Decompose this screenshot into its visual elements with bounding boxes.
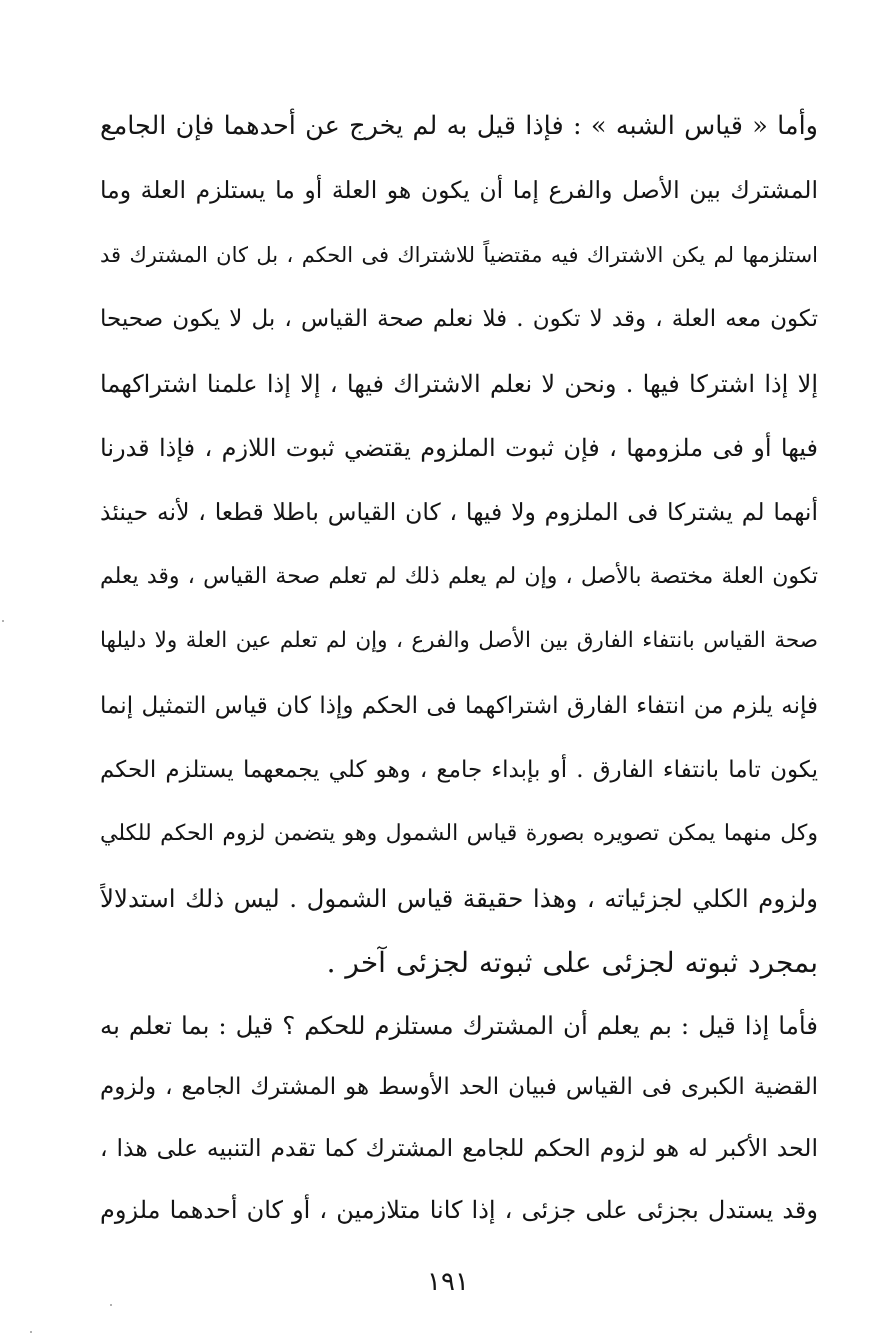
- text-line: فإنه يلزم من انتفاء الفارق اشتراكهما فى الحكم وإذا كان قياس التمثيل إنما: [100, 692, 818, 719]
- text-line: فأما إذا قيل : بم يعلم أن المشترك مستلزم للحكم ؟ قيل : بما تعلم به: [100, 1011, 818, 1040]
- text-line: تكون معه العلة ، وقد لا تكون . فلا نعلم صحة القياس ، بل لا يكون صحيحا: [100, 306, 818, 333]
- scan-speck: [2, 620, 4, 622]
- text-line: القضية الكبرى فى القياس فبيان الحد الأوسط هو المشترك الجامع ، ولزوم: [100, 1073, 818, 1100]
- text-line: بمجرد ثبوته لجزئى على ثبوته لجزئى آخر .: [326, 946, 818, 980]
- text-line: وقد يستدل بجزئى على جزئى ، إذا كانا متلازمين ، أو كان أحدهما ملزوم: [100, 1195, 818, 1224]
- text-line: فيها أو فى ملزومها ، فإن ثبوت الملزوم يقتضي ثبوت اللازم ، فإذا قدرنا: [100, 433, 818, 462]
- text-line: المشترك بين الأصل والفرع إما أن يكون هو العلة أو ما يستلزم العلة وما: [100, 176, 818, 205]
- text-line: استلزمها لم يكن الاشتراك فيه مقتضياً للاشتراك فى الحكم ، بل كان المشترك قد: [100, 242, 818, 267]
- paragraph-2: [100, 995, 818, 1241]
- text-line: تكون العلة مختصة بالأصل ، وإن لم يعلم ذلك لم تعلم صحة القياس ، وقد يعلم: [100, 563, 818, 589]
- text-line: صحة القياس بانتفاء الفارق بين الأصل والفرع ، وإن لم تعلم عين العلة ولا دليلها: [100, 628, 818, 654]
- scan-speck: [110, 1304, 112, 1306]
- text-line: الحد الأكبر له هو لزوم الحكم للجامع المشترك كما تقدم التنبيه على هذا ،: [100, 1134, 818, 1162]
- paragraph-1: [100, 94, 818, 995]
- text-line: إلا إذا اشتركا فيها . ونحن لا نعلم الاشتراك فيها ، إلا إذا علمنا اشتراكهما: [100, 369, 818, 398]
- text-line: وكل منهما يمكن تصويره بصورة قياس الشمول وهو يتضمن لزوم الحكم للكلي: [100, 821, 818, 847]
- text-line: ولزوم الكلي لجزئياته ، وهذا حقيقة قياس الشمول . ليس ذلك استدلالاً: [100, 883, 818, 913]
- scan-speck: [30, 1331, 32, 1333]
- text-line: وأما « قياس الشبه » : فإذا قيل به لم يخرج عن أحدهما فإن الجامع: [100, 111, 818, 141]
- page-number: ١٩١: [427, 1267, 469, 1297]
- text-line: أنهما لم يشتركا فى الملزوم ولا فيها ، كان القياس باطلا قطعا ، لأنه حينئذ: [100, 498, 818, 527]
- text-line: يكون تاما بانتفاء الفارق . أو بإبداء جامع ، وهو كلي يجمعهما يستلزم الحكم: [100, 756, 818, 783]
